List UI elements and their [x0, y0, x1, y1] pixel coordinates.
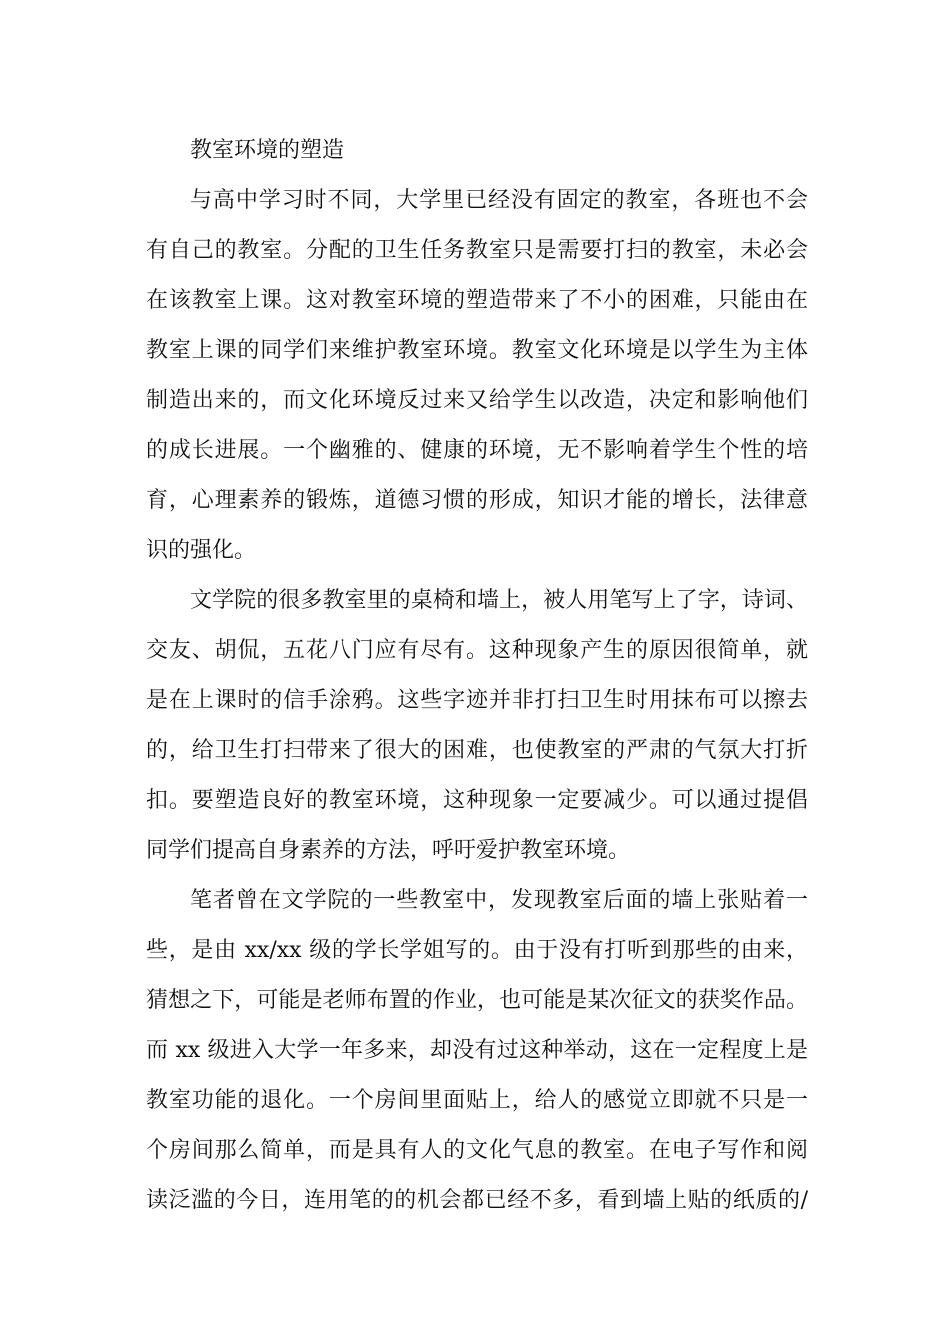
document-title: 教室环境的塑造: [190, 138, 345, 163]
paragraph-2-line-4: 的，给卫生打扫带来了很大的困难，也使教室的严肃的气氛大打折: [146, 738, 808, 763]
paragraph-2-line-6: 同学们提高自身素养的方法，呼吁爱护教室环境。: [146, 838, 631, 863]
paragraph-3-line-7: 读泛滥的今日，连用笔的的机会都已经不多，看到墙上贴的纸质的/: [146, 1188, 808, 1213]
document-body: [146, 126, 808, 1226]
paragraph-3-line-2: 些，是由 xx/xx 级的学长学姐写的。由于没有打听到那些的由来，: [146, 938, 808, 963]
paragraph-1-line-6: 的成长进展。一个幽雅的、健康的环境，无不影响着学生个性的培: [146, 438, 808, 463]
paragraph-3-line-4: 而 xx 级进入大学一年多来，却没有过这种举动，这在一定程度上是: [146, 1038, 808, 1063]
paragraph-1-line-8: 识的强化。: [146, 538, 257, 563]
paragraph-2-line-1: 文学院的很多教室里的桌椅和墙上，被人用笔写上了字，诗词、: [190, 588, 808, 613]
paragraph-3-line-3: 猜想之下，可能是老师布置的作业，也可能是某次征文的获奖作品。: [146, 988, 808, 1013]
paragraph-1-line-2: 有自己的教室。分配的卫生任务教室只是需要打扫的教室，未必会: [146, 238, 808, 263]
paragraph-3-line-5: 教室功能的退化。一个房间里面贴上，给人的感觉立即就不只是一: [146, 1088, 808, 1113]
paragraph-1-line-5: 制造出来的，而文化环境反过来又给学生以改造，决定和影响他们: [146, 388, 808, 413]
paragraph-1-line-3: 在该教室上课。这对教室环境的塑造带来了不小的困难，只能由在: [146, 288, 808, 313]
paragraph-3-line-6: 个房间那么简单，而是具有人的文化气息的教室。在电子写作和阅: [146, 1138, 808, 1163]
paragraph-1-line-1: 与高中学习时不同，大学里已经没有固定的教室，各班也不会: [190, 188, 808, 213]
paragraph-2-line-5: 扣。要塑造良好的教室环境，这种现象一定要减少。可以通过提倡: [146, 788, 808, 813]
paragraph-2-line-3: 是在上课时的信手涂鸦。这些字迹并非打扫卫生时用抹布可以擦去: [146, 688, 808, 713]
paragraph-3-line-1: 笔者曾在文学院的一些教室中，发现教室后面的墙上张贴着一: [190, 888, 808, 913]
paragraph-2-line-2: 交友、胡侃，五花八门应有尽有。这种现象产生的原因很简单，就: [146, 638, 808, 663]
paragraph-1-line-7: 育，心理素养的锻炼，道德习惯的形成，知识才能的增长，法律意: [146, 488, 808, 513]
paragraph-1-line-4: 教室上课的同学们来维护教室环境。教室文化环境是以学生为主体: [146, 338, 808, 363]
